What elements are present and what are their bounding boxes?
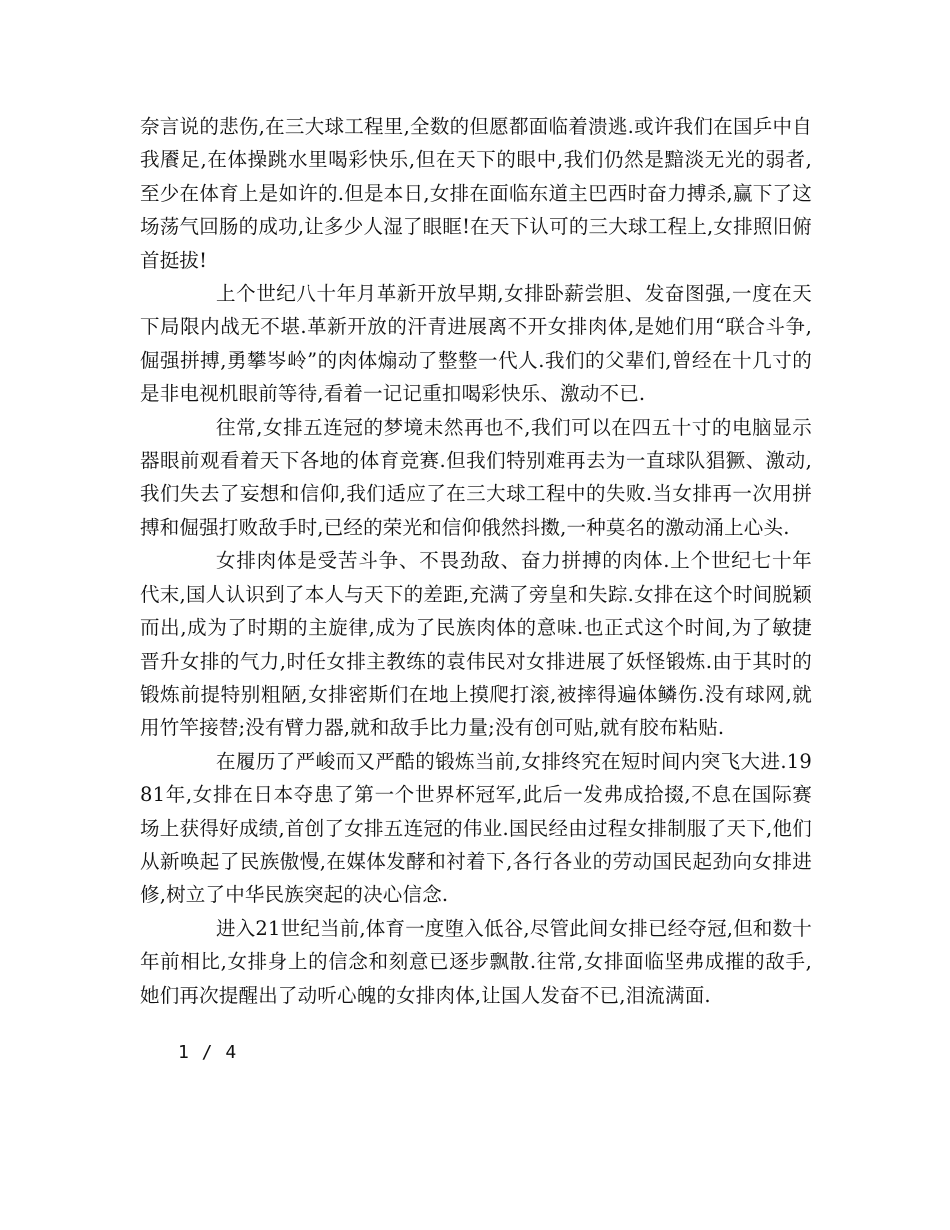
page-number: 1 / 4	[178, 1042, 238, 1063]
paragraph-2: 上个世纪八十年月革新开放早期,女排卧薪尝胆、发奋图强,一度在天下局限内战无不堪.革新开放的汗青进展离不开女排肉体,是她们用“联合斗争,倔强拼搏,勇攀岑岭”的肉体煽动了整整一代人.我们的父辈们,曾经在十几寸的是非电视机眼前等待,看着一记记重扣喝彩快乐、激动不已.	[140, 282, 812, 406]
paragraph-3: 往常,女排五连冠的梦境未然再也不,我们可以在四五十寸的电脑显示器眼前观看着天下各地的体育竞赛.但我们特别难再去为一直球队猖獗、激动,我们失去了妄想和信仰,我们适应了在三大球工程中的失败.当女排再一次用拼搏和倔强打败敌手时,已经的荣光和信仰俄然抖擞,一种莫名的激动涌上心头.	[140, 415, 812, 539]
paragraph-1: 奈言说的悲伤,在三大球工程里,全数的但愿都面临着溃逃.或许我们在国乒中自我餍足,在体操跳水里喝彩快乐,但在天下的眼中,我们仍然是黯淡无光的弱者,至少在体育上是如许的.但是本日,女排在面临东道主巴西时奋力搏杀,赢下了这场荡气回肠的成功,让多少人湿了眼眶!在天下认可的三大球工程上,女排照旧俯首挺拔!	[140, 115, 812, 272]
paragraph-6: 进入21世纪当前,体育一度堕入低谷,尽管此间女排已经夺冠,但和数十年前相比,女排身上的信念和刻意已逐步飘散.往常,女排面临坚弗成摧的敌手,她们再次提醒出了动听心魄的女排肉体,让国人发奋不已,泪流满面.	[140, 916, 813, 1007]
document-body	[140, 110, 812, 1012]
paragraph-5: 在履历了严峻而又严酷的锻炼当前,女排终究在短时间内突飞大进.1981年,女排在日本夺患了第一个世界杯冠军,此后一发弗成拾掇,不息在国际赛场上获得好成绩,首创了女排五连冠的伟业.国民经由过程女排制服了天下,他们从新唤起了民族傲慢,在媒体发酵和衬着下,各行各业的劳动国民起劲向女排进修,树立了中华民族突起的决心信念.	[140, 749, 812, 907]
paragraph-4: 女排肉体是受苦斗争、不畏劲敌、奋力拼搏的肉体.上个世纪七十年代末,国人认识到了本人与天下的差距,充满了旁皇和失踪.女排在这个时间脱颖而出,成为了时期的主旋律,成为了民族肉体的意味.也正式这个时间,为了敏捷晋升女排的气力,时任女排主教练的袁伟民对女排进展了妖怪锻炼.由于其时的锻炼前提特别粗陋,女排密斯们在地上摸爬打滚,被摔得遍体鳞伤.没有球网,就用竹竿接替;没有臂力器,就和敌手比力量;没有创可贴,就有胶布粘贴.	[140, 549, 812, 740]
